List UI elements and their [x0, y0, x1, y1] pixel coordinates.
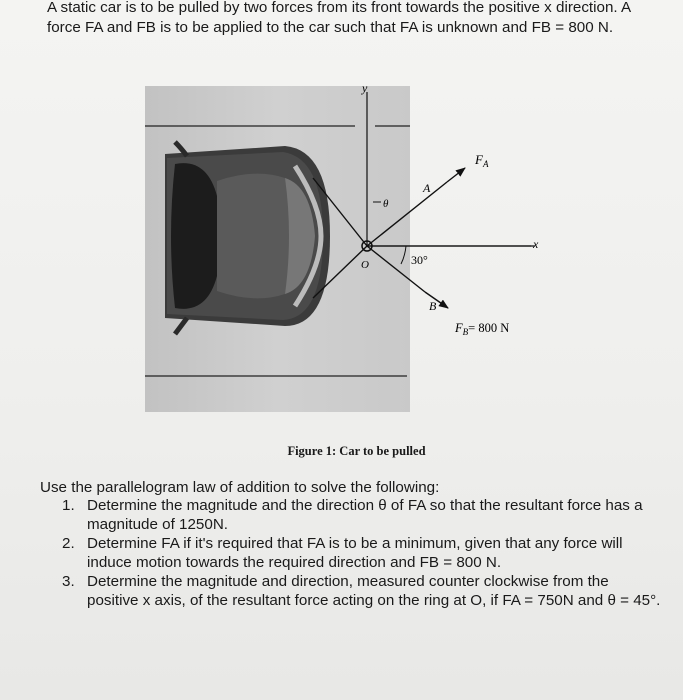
theta-label: θ [383, 198, 389, 210]
figure-car-diagram [145, 81, 539, 412]
origin-label: O [361, 259, 369, 271]
problem-statement: A static car is to be pulled by two forces from its front towards the positive x direction. A force FA and FB is to be applied to the car such that FA is unknown and FB = 800 N. [47, 0, 631, 36]
figure-caption: Figure 1: Car to be pulled [287, 444, 426, 458]
angle-30-label: 30° [411, 253, 428, 267]
y-axis-label: y [362, 81, 368, 95]
task-list [62, 497, 662, 610]
instructions-prompt: Use the parallelogram law of addition to solve the following: [40, 479, 440, 496]
x-axis-label: x [533, 237, 539, 251]
task-item-2: 2. Determine FA if it's required that FA is to be a minimum, given that any force will induce motion towards the required direction and FB = 800 N. [62, 535, 623, 571]
point-b-label: B [429, 299, 437, 313]
point-a-label: A [423, 181, 431, 195]
force-a-label: $F_A$ [475, 152, 489, 169]
task-item-3: 3. Determine the magnitude and direction, measured counter clockwise from the positive x axis, of the resultant force acting on the ring at O, if FA = 750N and θ = 45°. [62, 573, 661, 609]
car-icon [165, 142, 330, 334]
force-b-label: $F_B= 800$ N [455, 321, 510, 337]
car-diagram-svg [145, 81, 539, 412]
force-a-arrow [447, 168, 465, 182]
task-item-1: 1. Determine the magnitude and the direction θ of FA so that the resultant force has a magnitude of 1250N. [62, 497, 643, 533]
